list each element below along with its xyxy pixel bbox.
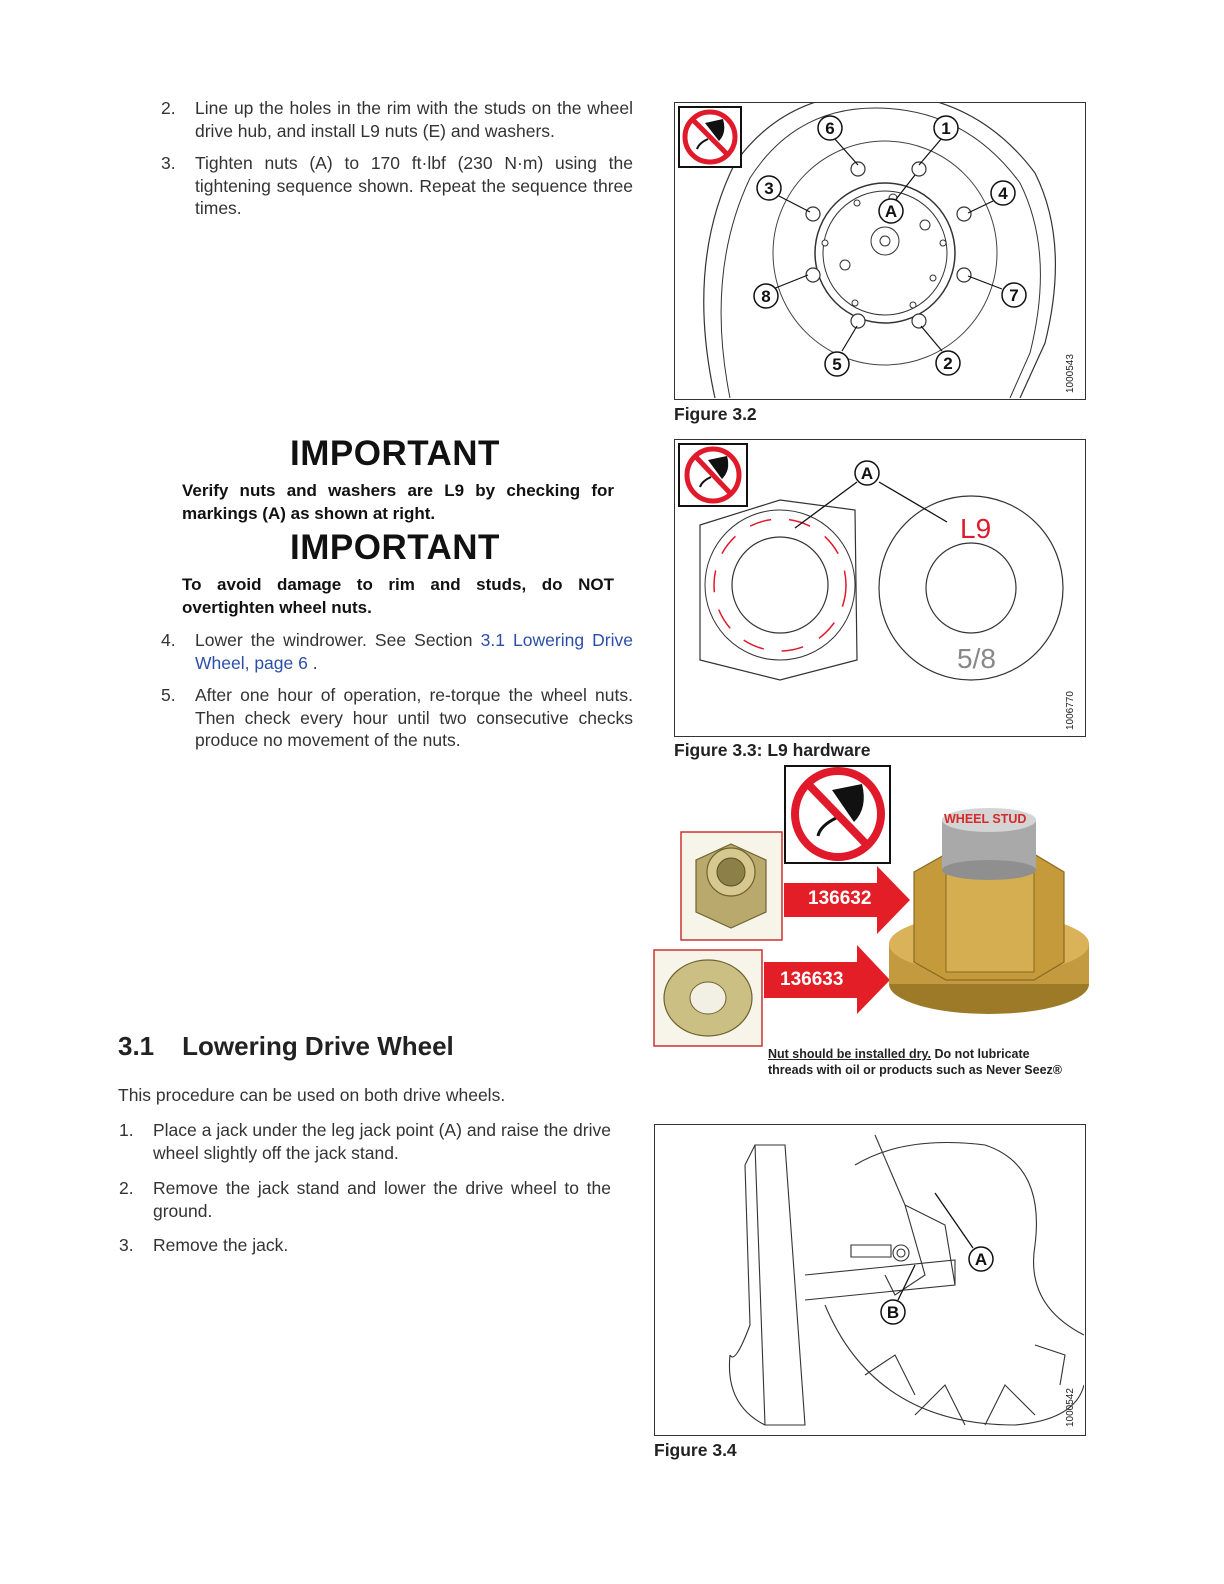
- callout-a-label: A: [860, 464, 874, 483]
- step-number: 2.: [119, 1178, 134, 1198]
- step-text: After one hour of operation, re-torque the wheel nuts. Then check every hour until two consecutive checks produce no movement of the nuts.: [195, 685, 633, 750]
- figure-3-4-caption: Figure 3.4: [654, 1440, 737, 1460]
- nut-part-number: 136632: [808, 888, 872, 909]
- note-underlined: Nut should be installed dry.: [768, 1047, 931, 1061]
- step-text: Tighten nuts (A) to 170 ft·lbf (230 N·m) using the tightening sequence shown. Repeat the sequence three times.: [195, 153, 633, 218]
- step-number: 3.: [161, 153, 176, 173]
- important-heading-1: IMPORTANT: [290, 434, 500, 473]
- l9-hardware-drawing: [675, 440, 1084, 735]
- step-2: [161, 97, 633, 142]
- wheel-stud-label: WHEEL STUD: [944, 812, 1027, 826]
- sequence-label-6: 6: [825, 119, 835, 138]
- figure-3-3: [674, 439, 1086, 737]
- sequence-label-4: 4: [998, 184, 1008, 203]
- section-step-2: [119, 1177, 611, 1222]
- sequence-label-1: 1: [941, 119, 951, 138]
- step-text: Lower the windrower. See Section: [195, 630, 481, 650]
- section-number: 3.1: [118, 1031, 155, 1061]
- callout-b-label: B: [886, 1303, 900, 1322]
- size-marking: 5/8: [957, 643, 996, 674]
- sequence-label-7: 7: [1009, 286, 1019, 305]
- step-text: Line up the holes in the rim with the studs on the wheel drive hub, and install L9 nuts (E) and washers.: [195, 98, 633, 141]
- step-number: 1.: [119, 1120, 134, 1140]
- step-3: [161, 152, 633, 220]
- no-lubricant-icon: [679, 107, 741, 167]
- step-number: 2.: [161, 98, 176, 118]
- wheel-hub-drawing: [675, 103, 1084, 398]
- sequence-label-2: 2: [943, 354, 953, 373]
- step-text-end: .: [307, 652, 318, 673]
- no-lubricant-icon: [679, 444, 747, 506]
- sequence-label-8: 8: [761, 287, 771, 306]
- section-link[interactable]: 3.1 Lowering Drive Wheel, page 6: [195, 630, 633, 673]
- hardware-note: [768, 1046, 1098, 1078]
- important-text-1: Verify nuts and washers are L9 by checking for markings (A) as shown at right.: [182, 481, 614, 523]
- no-lubricant-icon: [785, 766, 890, 863]
- section-heading: [118, 1031, 454, 1062]
- washer-part-number: 136633: [780, 969, 844, 990]
- figure-id: 1006770: [1065, 691, 1076, 730]
- step-number: 4.: [161, 630, 176, 650]
- figure-3-3-caption: Figure 3.3: L9 hardware: [674, 740, 871, 760]
- figure-3-4: [654, 1124, 1086, 1436]
- step-text: Remove the jack stand and lower the drive wheel to the ground.: [153, 1178, 611, 1221]
- step-number: 3.: [119, 1235, 134, 1255]
- figure-3-2: [674, 102, 1086, 400]
- step-text: Place a jack under the leg jack point (A) and raise the drive wheel slightly off the jack stand.: [153, 1120, 611, 1163]
- hardware-panel: [652, 762, 1092, 1082]
- callout-a-label: A: [884, 202, 898, 221]
- sequence-label-3: 3: [764, 179, 774, 198]
- note-rest: Do not lubricate: [930, 1047, 1030, 1061]
- important-text-2: To avoid damage to rim and studs, do NOT overtighten wheel nuts.: [182, 575, 614, 617]
- figure-3-2-caption: Figure 3.2: [674, 404, 757, 424]
- important-heading-2: IMPORTANT: [290, 528, 500, 567]
- note-line-2: threads with oil or products such as Never Seez®: [768, 1063, 1063, 1077]
- sequence-label-5: 5: [832, 355, 842, 374]
- step-4: [161, 629, 633, 674]
- figure-id: 1000542: [1065, 1388, 1076, 1427]
- hardware-illustration: [652, 762, 1092, 1082]
- step-number: 5.: [161, 685, 176, 705]
- figure-id: 1000543: [1065, 354, 1076, 393]
- step-text: Remove the jack.: [153, 1235, 289, 1255]
- step-5: [161, 684, 633, 752]
- callout-a-label: A: [974, 1250, 988, 1269]
- section-step-1: [119, 1119, 611, 1164]
- l9-marking: L9: [960, 513, 992, 544]
- section-step-3: [119, 1234, 611, 1257]
- drive-wheel-leg-drawing: [655, 1125, 1084, 1434]
- section-intro: This procedure can be used on both drive wheels.: [118, 1085, 506, 1105]
- section-title: Lowering Drive Wheel: [182, 1031, 454, 1061]
